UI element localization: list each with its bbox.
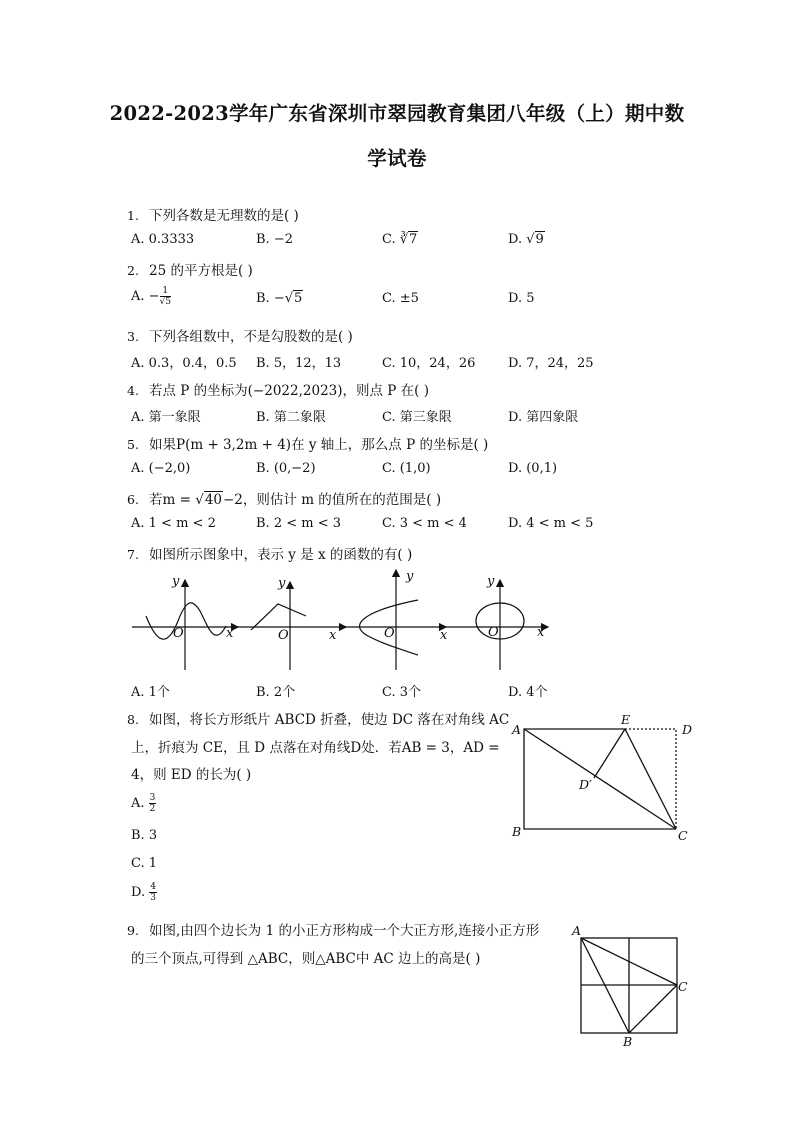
graph-3 (344, 570, 446, 670)
question-1-options (131, 232, 611, 252)
question-6-options (131, 516, 611, 536)
graph-1 (132, 580, 238, 670)
label-E: E (621, 712, 631, 727)
label-A: A (512, 722, 522, 737)
label-C: C (678, 979, 688, 994)
label-D: D (682, 722, 693, 737)
graph-4-x-label: x (537, 625, 545, 640)
question-text: 若点 P 的坐标为(−2022,2023)，则点 P 在( ) (149, 383, 430, 399)
option-b[interactable]: B. 2 < m < 3 (256, 516, 342, 531)
graph-3-y-label: y (406, 569, 414, 584)
denominator: 3 (150, 893, 156, 903)
option-c-prefix: C. ∛ (382, 232, 409, 247)
option-d-prefix: D. (131, 885, 146, 900)
label-B: B (512, 824, 522, 839)
graph-1-x-label: x (226, 626, 234, 641)
question-3 (127, 325, 353, 345)
option-d[interactable] (508, 232, 545, 247)
numerator: 1 (160, 286, 171, 297)
option-d[interactable]: D. 7，24，25 (508, 356, 594, 371)
question-3-options (131, 352, 611, 372)
option-b[interactable]: B. 5，12，13 (256, 356, 342, 371)
option-a[interactable]: A. 1个 (131, 685, 170, 700)
fraction (160, 286, 171, 307)
question-text-suffix: −2，则估计 m 的值所在的范围是( ) (223, 492, 442, 508)
question-text-line1: 如图,由四个边长为 1 的小正方形构成一个大正方形,连接小正方形 (149, 923, 540, 939)
question-text-line1: 如图，将长方形纸片 ABCD 折叠，使边 DC 落在对角线 AC (149, 712, 510, 728)
option-c[interactable]: C. 3 < m < 4 (382, 516, 467, 531)
question-2-options (131, 288, 611, 314)
question-number: 5. (127, 437, 139, 452)
option-d[interactable]: D. 4个 (508, 685, 548, 700)
question-text: 如果P(m + 3,2m + 4)在 y 轴上，那么点 P 的坐标是( ) (149, 437, 489, 453)
question-text: 25 的平方根是( ) (149, 263, 253, 279)
graph-2-y-label: y (278, 576, 286, 591)
question-number: 1. (127, 208, 139, 223)
option-d[interactable]: D. (0,1) (508, 461, 558, 476)
option-d[interactable]: D. 5 (508, 291, 535, 306)
question-8 (127, 708, 509, 728)
question-radicand: 40 (204, 492, 222, 508)
graph-3-x-label: x (440, 628, 448, 643)
option-b[interactable]: B. 3 (131, 828, 158, 843)
question-8-line3: 4，则 ED 的长为( ) (131, 767, 252, 783)
option-c[interactable] (382, 232, 418, 247)
graph-2-origin-label: O (278, 628, 289, 643)
page-title: 2022-2023学年广东省深圳市翠园教育集团八年级（上）期中数 (109, 102, 685, 125)
graph-4-y-label: y (487, 574, 495, 589)
option-a[interactable]: A. 第一象限 (131, 410, 201, 425)
label-C: C (678, 828, 688, 843)
question-number: 4. (127, 383, 139, 398)
option-a[interactable] (131, 286, 171, 307)
graph-2 (238, 582, 346, 670)
option-b-prefix: B. −√ (256, 291, 293, 306)
label-D-prime: D′ (579, 777, 592, 792)
fraction (149, 793, 157, 814)
option-b[interactable] (256, 291, 303, 306)
option-a[interactable]: A. 1 < m < 2 (131, 516, 216, 531)
question-number: 9. (127, 923, 139, 938)
option-a[interactable]: A. (−2,0) (131, 461, 191, 476)
numerator: 3 (149, 793, 156, 803)
question-text: 下列各数是无理数的是( ) (149, 208, 299, 224)
option-b[interactable]: B. −2 (256, 232, 293, 247)
option-d-prefix: D. √ (508, 232, 535, 247)
option-d[interactable]: D. 第四象限 (508, 410, 579, 425)
graph-4-origin-label: O (488, 625, 499, 640)
question-text-prefix: 若m = √ (149, 492, 204, 508)
graph-1-y-label: y (172, 574, 180, 589)
label-B: B (623, 1034, 633, 1049)
question-1 (127, 204, 299, 224)
question-text: 下列各组数中，不是勾股数的是( ) (149, 329, 353, 345)
question-5-options (131, 461, 611, 481)
question-7 (127, 543, 412, 563)
option-b[interactable]: B. 2个 (256, 685, 296, 700)
question-2 (127, 259, 253, 279)
option-a[interactable]: A. 0.3333 (131, 232, 195, 247)
question-number: 8. (127, 712, 139, 727)
option-c-radicand: 7 (409, 232, 418, 247)
question-number: 2. (127, 263, 139, 278)
option-d[interactable]: D. 4 < m < 5 (508, 516, 594, 531)
denominator: 2 (149, 804, 156, 814)
function-graphs-figure (128, 566, 558, 674)
option-b[interactable]: B. (0,−2) (256, 461, 316, 476)
option-c[interactable]: C. 10，24，26 (382, 356, 476, 371)
question-4-options (131, 406, 611, 426)
page-title-line2: 学试卷 (367, 147, 427, 170)
denominator: √5 (159, 297, 172, 307)
option-a[interactable]: A. 0.3，0.4，0.5 (131, 356, 237, 371)
question-number: 7. (127, 547, 139, 562)
option-c[interactable]: C. 3个 (382, 685, 422, 700)
fraction (149, 882, 157, 903)
option-d[interactable] (131, 882, 157, 903)
option-b-radicand: 5 (294, 291, 303, 306)
question-5 (127, 433, 488, 453)
question-text: 如图所示图象中，表示 y 是 x 的函数的有( ) (149, 547, 413, 563)
option-a-prefix: A. − (131, 289, 160, 304)
option-c[interactable]: C. ±5 (382, 291, 419, 306)
question-9-line2: 的三个顶点,可得到 △ABC，则△ABC中 AC 边上的高是( ) (131, 951, 481, 967)
question-4 (127, 379, 429, 399)
question-7-options (131, 681, 611, 701)
option-d-radicand: 9 (535, 232, 544, 247)
option-c[interactable]: C. (1,0) (382, 461, 431, 476)
option-b[interactable]: B. 第二象限 (256, 410, 326, 425)
question-number: 3. (127, 329, 139, 344)
question-8-line2: 上，折痕为 CE，且 D 点落在对角线D处．若AB = 3，AD = (131, 740, 500, 756)
label-A: A (572, 923, 582, 938)
triangle-grid-figure (568, 920, 698, 1050)
option-a-prefix: A. (131, 796, 145, 811)
rectangle-fold-figure (508, 712, 698, 847)
option-c[interactable]: C. 第三象限 (382, 410, 452, 425)
question-9 (127, 919, 539, 939)
question-number: 6. (127, 492, 139, 507)
question-6 (127, 488, 441, 508)
numerator: 4 (150, 882, 156, 892)
graph-3-origin-label: O (384, 626, 395, 641)
option-a[interactable] (131, 793, 156, 814)
option-c[interactable]: C. 1 (131, 856, 158, 871)
graph-1-origin-label: O (173, 626, 184, 641)
graph-2-x-label: x (329, 628, 337, 643)
